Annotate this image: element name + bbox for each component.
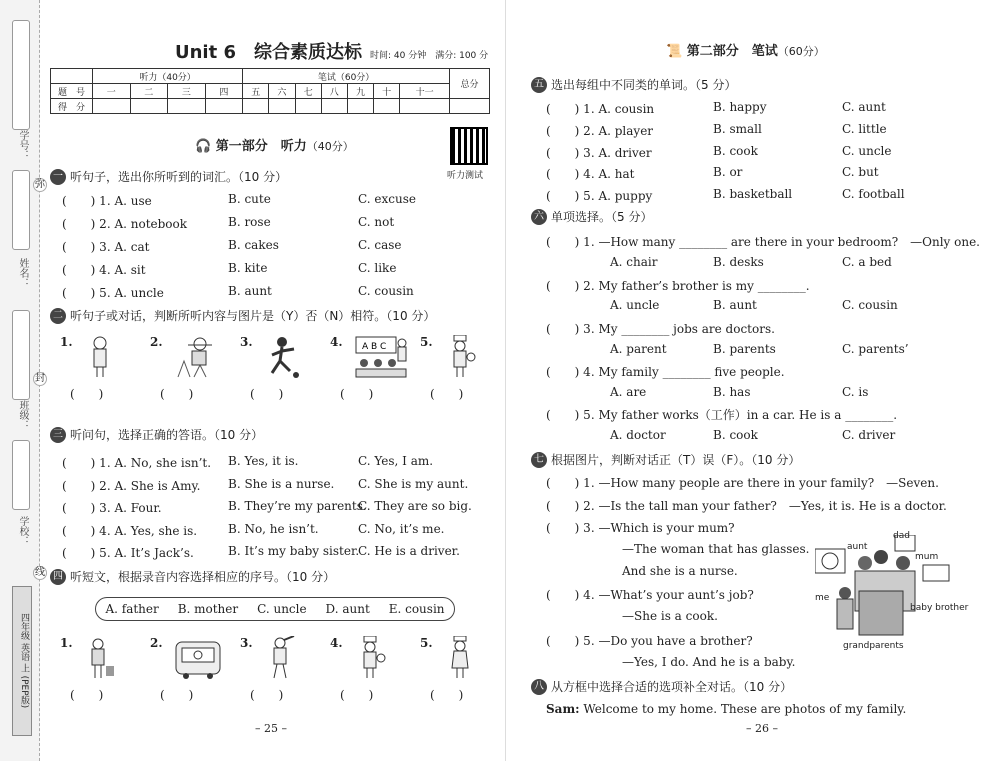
word-option: C. uncle: [257, 602, 307, 616]
dialogue-line[interactable]: ( ) 1. —How many people are there in your family? —Seven.: [546, 476, 939, 490]
title-meta: 时间: 40 分钟 满分: 100 分: [370, 51, 489, 61]
writing-header: 笔试（60分）: [243, 69, 450, 84]
score-cell[interactable]: [321, 99, 347, 114]
section-3-heading: [50, 426, 263, 443]
picture-item: [240, 636, 330, 703]
page-number: – 26 –: [746, 722, 778, 735]
answer-bracket[interactable]: ( ): [340, 387, 374, 401]
question-row[interactable]: [62, 544, 460, 561]
student-id-box[interactable]: [12, 20, 30, 130]
col-header: 九: [347, 84, 373, 99]
option-row[interactable]: [610, 428, 895, 442]
cook-icon: [444, 335, 476, 379]
qr-code-icon[interactable]: [450, 127, 488, 165]
option-a: ( ) 4. A. sit: [62, 263, 146, 277]
score-cell[interactable]: [374, 99, 400, 114]
section-2-heading: [50, 307, 435, 324]
option-c: C. She is my aunt.: [358, 477, 469, 491]
word-option: D. aunt: [325, 602, 370, 616]
option-c: C. like: [358, 261, 397, 275]
score-cell[interactable]: [400, 99, 450, 114]
option-c: C. They are so big.: [358, 499, 472, 513]
picture-item: [420, 636, 480, 703]
family-picture: [815, 531, 975, 655]
question-row[interactable]: [62, 215, 394, 232]
page-number: – 25 –: [255, 722, 287, 735]
part2-title-text: 第二部分 笔试: [686, 44, 778, 59]
option-b: B. Yes, it is.: [228, 454, 299, 468]
question-row[interactable]: [62, 454, 433, 471]
label-me: me: [815, 593, 830, 603]
score-cell[interactable]: [243, 99, 269, 114]
picture-number: 5.: [420, 335, 433, 349]
section-text: 单项选择。（5 分）: [551, 210, 653, 224]
option-a: ( ) 1. A. use: [62, 194, 152, 208]
option-b: B. It’s my baby sister.: [228, 544, 360, 558]
option-b: B. She is a nurse.: [228, 477, 335, 491]
book-label: 四年级 英语 上 (PEP版): [12, 586, 32, 736]
qr-label: 听力测试: [447, 171, 484, 181]
class-label: 班级：: [17, 400, 28, 430]
driver-bus-icon: [174, 636, 222, 680]
page-title: [175, 38, 488, 64]
score-cell[interactable]: [205, 99, 243, 114]
answer-bracket[interactable]: ( ): [70, 387, 104, 401]
option-a: ( ) 5. A. puppy: [546, 189, 653, 203]
option-a: ( ) 3. A. Four.: [62, 501, 162, 515]
answer-bracket[interactable]: ( ): [250, 688, 284, 702]
picture-item: [420, 335, 480, 402]
option-b: B. cute: [228, 192, 271, 206]
section-text: 选出每组中不同类的单词。（5 分）: [551, 78, 737, 92]
section-number: 四: [50, 569, 66, 585]
option-c: C. cousin: [842, 298, 898, 312]
option-a: ( ) 4. A. hat: [546, 167, 635, 181]
option-b: B. aunt: [713, 298, 757, 312]
label-dad: dad: [893, 531, 910, 541]
baseball-player-icon: [264, 636, 296, 680]
question-row[interactable]: [546, 187, 905, 204]
option-a: ( ) 2. A. She is Amy.: [62, 479, 201, 493]
col-header: 一: [93, 84, 131, 99]
question-row[interactable]: [62, 192, 416, 209]
binding-strip: [0, 0, 45, 761]
option-c: C. a bed: [842, 255, 892, 269]
dialogue-line: [546, 702, 906, 716]
option-c: C. parents’: [842, 342, 909, 356]
option-a: ( ) 5. A. It’s Jack’s.: [62, 546, 194, 560]
option-a: ( ) 1. A. cousin: [546, 102, 655, 116]
picture-item: [60, 636, 150, 703]
answer-bracket[interactable]: ( ): [250, 387, 284, 401]
cook-icon: [354, 636, 386, 680]
section-number: 六: [531, 209, 547, 225]
score-cell[interactable]: [450, 99, 490, 114]
section-text: 听问句，选择正确的答语。（10 分）: [70, 428, 264, 442]
col-header: 六: [269, 84, 295, 99]
part2-points: （60分）: [777, 45, 825, 58]
option-row[interactable]: [610, 342, 909, 356]
listening-header: 听力（40分）: [93, 69, 243, 84]
picture-number: 1.: [60, 636, 73, 650]
option-b: B. cakes: [228, 238, 279, 252]
option-b: B. happy: [713, 100, 767, 114]
score-cell[interactable]: [295, 99, 321, 114]
col-header: 十一: [400, 84, 450, 99]
option-a: A. are: [610, 385, 647, 399]
option-b: B. has: [713, 385, 751, 399]
question-row[interactable]: [546, 165, 879, 182]
picture-number: 2.: [150, 636, 163, 650]
answer-bracket[interactable]: ( ): [160, 688, 194, 702]
word-option: B. mother: [177, 602, 239, 616]
option-b: B. rose: [228, 215, 271, 229]
picture-number: 5.: [420, 636, 433, 650]
section-5-heading: [531, 76, 736, 93]
question-stem: ( ) 2. My father’s brother is my ________.: [546, 279, 810, 293]
option-c: C. but: [842, 165, 879, 179]
option-a: A. chair: [610, 255, 658, 269]
option-c: C. He is a driver.: [358, 544, 460, 558]
football-player-icon: [264, 335, 304, 379]
picture-number: 3.: [240, 636, 253, 650]
option-c: C. uncle: [842, 144, 892, 158]
word-box: [95, 597, 455, 621]
option-c: C. driver: [842, 428, 896, 442]
teacher-classroom-icon: [354, 335, 410, 379]
option-b: B. basketball: [713, 187, 793, 201]
score-cell[interactable]: [269, 99, 295, 114]
picture-number: 2.: [150, 335, 163, 349]
question-row[interactable]: [62, 261, 396, 278]
school-label: 学校：: [17, 516, 28, 546]
section-6-heading: [531, 208, 652, 225]
option-b: B. or: [713, 165, 743, 179]
board-text: A B C: [362, 342, 387, 352]
section-number: 七: [531, 452, 547, 468]
answer-bracket[interactable]: ( ): [160, 387, 194, 401]
section-text: 听句子，选出你所听到的词汇。（10 分）: [70, 170, 288, 184]
option-c: C. not: [358, 215, 395, 229]
question-row[interactable]: [62, 238, 402, 255]
total-header: 总分: [450, 69, 490, 99]
section-number: 八: [531, 679, 547, 695]
score-cell[interactable]: [347, 99, 373, 114]
option-b: B. aunt: [228, 284, 272, 298]
label-grandparents: grandparents: [843, 641, 904, 651]
word-option: A. father: [105, 602, 159, 616]
scroll-icon: 📜: [666, 44, 683, 59]
option-a: A. parent: [610, 342, 667, 356]
part1-title: [195, 135, 354, 154]
question-row[interactable]: [546, 122, 887, 139]
label-aunt: aunt: [847, 542, 868, 552]
family-illustration: [815, 535, 975, 655]
label-baby-brother: baby brother: [910, 603, 969, 613]
question-stem: ( ) 4. My family ________ five people.: [546, 365, 785, 379]
picture-item: [240, 335, 330, 402]
part1-title-text: 第一部分 听力: [215, 139, 307, 154]
section-1-heading: [50, 168, 287, 185]
seal-mark: 线: [35, 567, 45, 578]
col-header: 七: [295, 84, 321, 99]
seal-mark: 弥: [35, 179, 45, 190]
score-cell[interactable]: [168, 99, 206, 114]
col-header: 十: [374, 84, 400, 99]
part2-title: [666, 40, 825, 59]
col-header: 三: [168, 84, 206, 99]
option-a: ( ) 4. A. Yes, she is.: [62, 524, 198, 538]
question-stem: ( ) 5. My father works（工作）in a car. He is a ________.: [546, 408, 898, 422]
option-b: B. cook: [713, 144, 758, 158]
name-label: 姓名：: [17, 258, 28, 288]
dialogue-line: —The woman that has glasses.: [622, 542, 810, 556]
col-header: 八: [321, 84, 347, 99]
speaker-label: Sam:: [546, 702, 580, 716]
picture-number: 4.: [330, 335, 343, 349]
option-c: C. is: [842, 385, 869, 399]
col-header: 二: [130, 84, 168, 99]
dialogue-line[interactable]: ( ) 3. —Which is your mum?: [546, 521, 735, 535]
section-text: 根据图片，判断对话正（T）误（F）。（10 分）: [551, 453, 801, 467]
section-text: 听短文，根据录音内容选择相应的序号。（10 分）: [70, 570, 336, 584]
option-b: B. kite: [228, 261, 268, 275]
school-box[interactable]: [12, 440, 30, 510]
question-row[interactable]: [546, 100, 886, 117]
answer-bracket[interactable]: ( ): [340, 688, 374, 702]
option-c: C. aunt: [842, 100, 886, 114]
option-a: ( ) 2. A. notebook: [62, 217, 188, 231]
option-b: B. They’re my parents.: [228, 499, 367, 513]
question-row[interactable]: [62, 477, 468, 494]
picture-item: [150, 636, 240, 703]
option-a: ( ) 3. A. driver: [546, 146, 652, 160]
headphones-icon: 🎧: [195, 139, 212, 154]
picture-row: [60, 335, 480, 402]
option-c: C. little: [842, 122, 887, 136]
question-row[interactable]: [62, 499, 472, 516]
dialogue-line[interactable]: ( ) 4. —What’s your aunt’s job?: [546, 588, 754, 602]
dialogue-line[interactable]: ( ) 5. —Do you have a brother?: [546, 634, 753, 648]
label-mum: mum: [915, 552, 939, 562]
speaker-text: Welcome to my home. These are photos of my family.: [583, 702, 907, 716]
picture-item: [330, 335, 420, 402]
row-label: 得 分: [51, 99, 93, 114]
answer-bracket[interactable]: ( ): [430, 688, 464, 702]
question-row[interactable]: [62, 284, 414, 301]
class-box[interactable]: [12, 310, 30, 400]
name-box[interactable]: [12, 170, 30, 250]
option-c: C. football: [842, 187, 905, 201]
word-option: E. cousin: [388, 602, 445, 616]
answer-bracket[interactable]: ( ): [430, 387, 464, 401]
picture-row: [60, 636, 480, 703]
farmer-icon: [174, 335, 218, 379]
question-stem: ( ) 1. —How many ________ are there in your bedroom? —Only one.: [546, 235, 980, 249]
seal-mark: 封: [35, 373, 45, 384]
option-c: C. No, it’s me.: [358, 522, 445, 536]
option-c: C. excuse: [358, 192, 416, 206]
section-4-heading: [50, 568, 335, 585]
option-a: ( ) 5. A. uncle: [62, 286, 164, 300]
option-b: B. small: [713, 122, 762, 136]
option-b: B. cook: [713, 428, 758, 442]
option-a: A. doctor: [610, 428, 666, 442]
dialogue-line[interactable]: ( ) 2. —Is the tall man your father? —Yes, it is. He is a doctor.: [546, 499, 947, 513]
worker-icon: [84, 636, 116, 680]
section-text: 听句子或对话，判断所听内容与图片是（Y）否（N）相符。（10 分）: [70, 309, 436, 323]
score-cell[interactable]: [93, 99, 131, 114]
option-row[interactable]: [610, 385, 868, 399]
score-table: [50, 68, 490, 114]
col-header: 四: [205, 84, 243, 99]
answer-bracket[interactable]: ( ): [70, 688, 104, 702]
section-number: 三: [50, 427, 66, 443]
picture-number: 3.: [240, 335, 253, 349]
picture-item: [330, 636, 420, 703]
section-7-heading: [531, 451, 800, 468]
picture-number: 4.: [330, 636, 343, 650]
section-number: 五: [531, 77, 547, 93]
option-c: C. Yes, I am.: [358, 454, 434, 468]
option-b: B. desks: [713, 255, 764, 269]
title-text: Unit 6 综合素质达标: [175, 42, 362, 63]
picture-number: 1.: [60, 335, 73, 349]
option-b: B. parents: [713, 342, 776, 356]
nurse-girl-icon: [84, 335, 116, 379]
section-number: 一: [50, 169, 66, 185]
section-8-heading: [531, 678, 792, 695]
student-id-label: 学号：: [17, 130, 28, 160]
row-label: 题 号: [51, 84, 93, 99]
option-a: ( ) 3. A. cat: [62, 240, 150, 254]
section-text: 从方框中选择合适的选项补全对话。（10 分）: [551, 680, 793, 694]
option-a: ( ) 1. A. No, she isn’t.: [62, 456, 212, 470]
nurse-icon: [444, 636, 476, 680]
option-a: ( ) 2. A. player: [546, 124, 654, 138]
dialogue-line: —She is a cook.: [622, 609, 718, 623]
question-stem: ( ) 3. My ________ jobs are doctors.: [546, 322, 775, 336]
syringe-icon: [923, 565, 949, 581]
option-b: B. No, he isn’t.: [228, 522, 319, 536]
dialogue-line: And she is a nurse.: [622, 564, 738, 578]
picture-item: [60, 335, 150, 402]
part1-points: （40分）: [306, 140, 354, 153]
option-row[interactable]: [610, 255, 892, 269]
option-c: C. cousin: [358, 284, 414, 298]
section-number: 二: [50, 308, 66, 324]
score-cell[interactable]: [130, 99, 168, 114]
question-row[interactable]: [62, 522, 444, 539]
option-a: A. uncle: [610, 298, 660, 312]
question-row[interactable]: [546, 144, 892, 161]
option-row[interactable]: [610, 298, 898, 312]
option-c: C. case: [358, 238, 402, 252]
dialogue-line: —Yes, I do. And he is a baby.: [622, 655, 796, 669]
col-header: 五: [243, 84, 269, 99]
picture-item: [150, 335, 240, 402]
